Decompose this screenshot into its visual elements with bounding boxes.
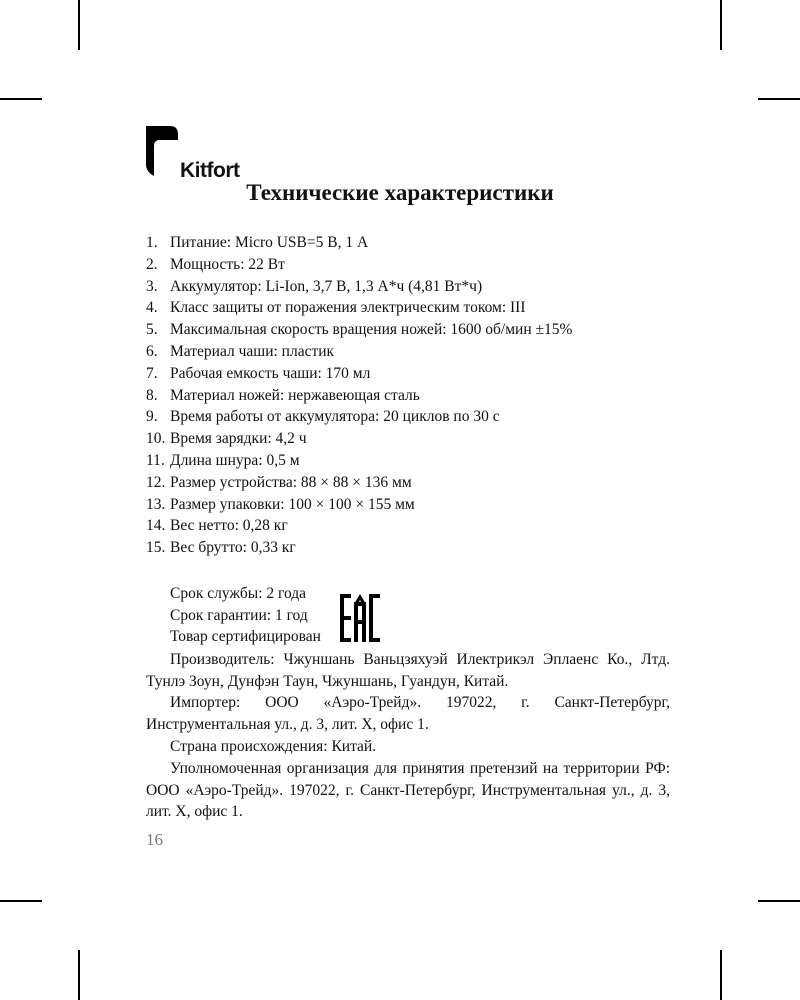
spec-item: 13. Размер упаковки: 100 × 100 × 155 мм bbox=[146, 495, 415, 513]
service-info bbox=[170, 583, 321, 648]
kitfort-logo-icon bbox=[146, 126, 178, 176]
spec-item: 7. Рабочая емкость чаши: 170 мл bbox=[146, 364, 371, 382]
spec-item: 15. Вес брутто: 0,33 кг bbox=[146, 539, 296, 557]
crop-mark-bottom-left bbox=[78, 950, 80, 1000]
spec-item: 1. Питание: Micro USB=5 В, 1 А bbox=[146, 234, 369, 251]
spec-item: 5. Максимальная скорость вращения ножей: 1600 об/мин ±15% bbox=[146, 321, 573, 339]
importer-info: Импортер: ООО «Аэро-Трейд». 197022, г. Санкт-Петербург, Инструментальная ул., д. 3, лит. Х, офис 1. bbox=[146, 694, 670, 733]
country-of-origin: Страна происхождения: Китай. bbox=[170, 738, 377, 755]
warranty-period: Срок гарантии: 1 год bbox=[170, 606, 308, 624]
spec-item: 14. Вес нетто: 0,28 кг bbox=[146, 517, 288, 535]
crop-mark-right-bottom bbox=[758, 900, 800, 902]
manufacturer-info: Производитель: Чжуншань Ваньцзяхуэй Илектрикэл Эплаенс Ко., Лтд. Тунлэ Зоун, Дунфэн Таун, Чжуншань, Гуандун, Китай. bbox=[146, 651, 670, 690]
spec-item: 6. Материал чаши: пластик bbox=[146, 342, 335, 360]
crop-mark-top-left bbox=[78, 0, 80, 50]
eac-mark-icon bbox=[340, 594, 380, 642]
spec-item: 12. Размер устройства: 88 × 88 × 136 мм bbox=[146, 473, 412, 491]
certification-note: Товар сертифицирован bbox=[170, 628, 321, 645]
brand-name: Kitfort bbox=[180, 159, 240, 182]
spec-item: 4. Класс защиты от поражения электрическим током: III bbox=[146, 299, 526, 317]
page-number: 16 bbox=[146, 830, 163, 849]
page-title: Технические характеристики bbox=[246, 180, 554, 205]
spec-item: 10. Время зарядки: 4,2 ч bbox=[146, 430, 307, 448]
spec-list bbox=[146, 232, 572, 559]
service-life: Срок службы: 2 года bbox=[170, 585, 307, 602]
crop-mark-bottom-right bbox=[720, 950, 722, 1000]
spec-item: 8. Материал ножей: нержавеющая сталь bbox=[146, 386, 420, 404]
spec-item: 3. Аккумулятор: Li-Ion, 3,7 В, 1,3 А*ч (4,81 Вт*ч) bbox=[146, 277, 483, 295]
crop-mark-top-right bbox=[720, 0, 722, 50]
crop-mark-right-top bbox=[758, 98, 800, 100]
spec-item: 9. Время работы от аккумулятора: 20 циклов по 30 с bbox=[146, 408, 500, 426]
crop-mark-left-top bbox=[0, 98, 42, 100]
crop-mark-left-bottom bbox=[0, 900, 42, 902]
spec-item: 11. Длина шнура: 0,5 м bbox=[146, 451, 300, 469]
authorized-organization: Уполномоченная организация для принятия претензий на территории РФ: ООО «Аэро-Трейд». 197022, г. Санкт-Петербург, Инструментальная ул., д. 3, лит. Х, офис 1. bbox=[146, 760, 670, 820]
spec-item: 2. Мощность: 22 Вт bbox=[146, 255, 285, 273]
